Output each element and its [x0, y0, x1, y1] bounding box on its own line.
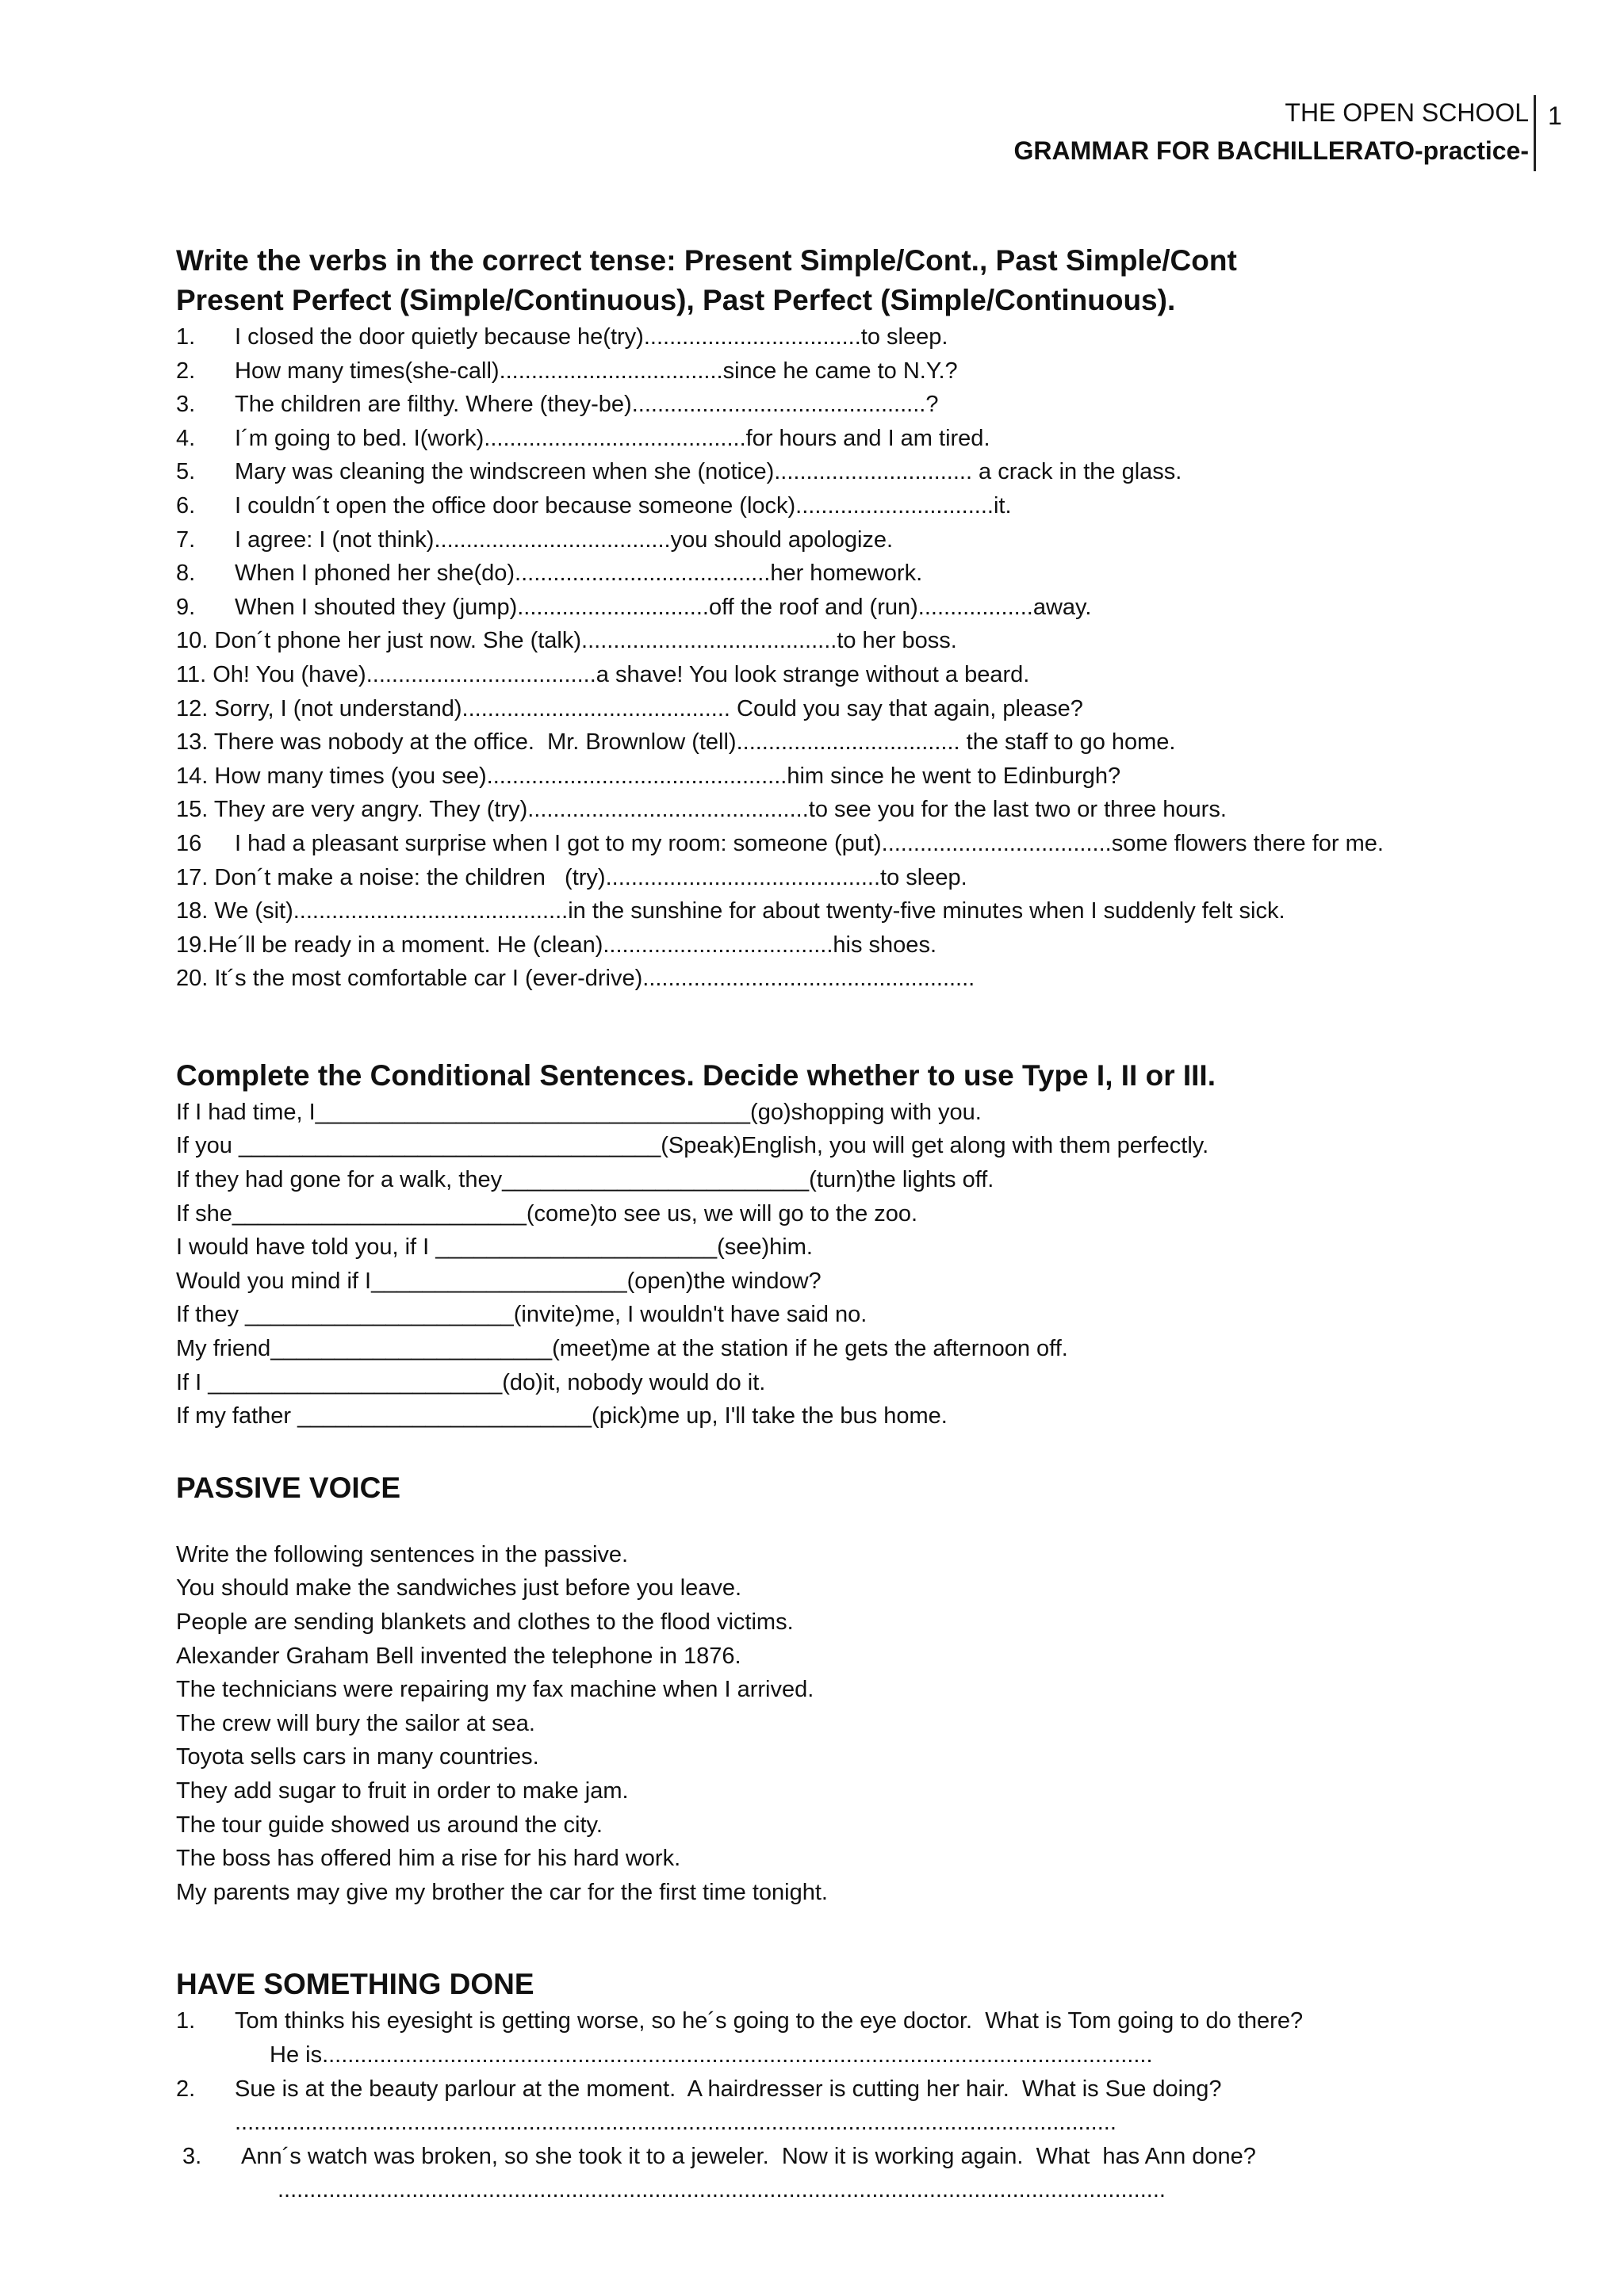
item-number: 5.	[176, 459, 196, 485]
item-text: I had a pleasant surprise when I got to my room: someone (put)....................................some flowers there for me.	[235, 830, 1384, 856]
list-item: 3. Ann´s watch was broken, so she took it to a jeweler. Now it is working again. What has Ann done?	[182, 2143, 1256, 2169]
list-item: They add sugar to fruit in order to make jam.	[176, 1777, 629, 1804]
item-number: 2.	[176, 358, 196, 384]
item-text: He´ll be ready in a moment. He (clean)....................................his shoes.	[208, 932, 936, 958]
page-number: 1	[1548, 101, 1562, 130]
list-item	[176, 523, 1540, 557]
item-number: 15.	[176, 797, 209, 823]
item-number: 3.	[176, 392, 196, 418]
section-title: Complete the Conditional Sentences. Decide whether to use Type I, II or III.	[176, 1058, 1216, 1092]
conditional-section	[176, 1056, 1540, 1433]
list-item: If my father _______________________(pick)me up, I'll take the bus home.	[176, 1403, 948, 1429]
item-text: They are very angry. They (try)............................................to see you for the last two or three hours.	[213, 797, 1227, 823]
list-item: The crew will bury the sailor at sea.	[176, 1710, 535, 1736]
item-text: It´s the most comfortable car I (ever-drive)....................................................	[214, 966, 975, 992]
item-text: We (sit)...........................................in the sunshine for about twenty-five minutes when I suddenly felt sick.	[214, 898, 1285, 924]
list-item	[176, 894, 1540, 928]
item-text: I´m going to bed. I(work).........................................for hours and I am tired.	[235, 425, 990, 451]
item-number: 1.	[176, 324, 196, 350]
item-text: Don´t phone her just now. She (talk)........................................to her boss.	[214, 628, 957, 654]
list-item	[176, 760, 1540, 794]
item-number: 8.	[176, 561, 196, 587]
exercise-list	[176, 1571, 1540, 1909]
list-item: Would you mind if I____________________(open)the window?	[176, 1268, 822, 1294]
list-item: 2. Sue is at the beauty parlour at the moment. A hairdresser is cutting her hair. What is Sue doing?	[176, 2076, 1222, 2102]
item-number: 18.	[176, 898, 209, 924]
list-item	[176, 624, 1540, 658]
item-number: 6.	[176, 492, 196, 519]
item-number: 16	[176, 830, 202, 856]
list-item	[176, 827, 1540, 861]
list-item: 1. Tom thinks his eyesight is getting worse, so he´s going to the eye doctor. What is Tom going to do there?	[176, 2008, 1304, 2034]
item-number: 19.	[176, 932, 209, 958]
item-number: 13.	[176, 729, 209, 756]
list-item: If you _________________________________(Speak)English, you will get along with them perfectly.	[176, 1133, 1209, 1159]
item-text: When I phoned her she(do)........................................her homework.	[235, 561, 923, 587]
item-text: Sorry, I (not understand).......................................... Could you say that again, please?	[214, 695, 1083, 721]
list-item: My parents may give my brother the car for the first time tonight.	[176, 1879, 828, 1905]
worksheet-content	[176, 241, 1540, 2207]
item-text: When I shouted they (jump)..............................off the roof and (run)..................away.	[235, 594, 1092, 620]
list-item: People are sending blankets and clothes to the flood victims.	[176, 1609, 794, 1635]
answer-line: ...........................................................................................................................................	[278, 2177, 1166, 2203]
section-title: HAVE SOMETHING DONE	[176, 1968, 534, 2001]
list-item	[176, 354, 1540, 388]
list-item: Alexander Graham Bell invented the telephone in 1876.	[176, 1643, 741, 1669]
item-text: Mary was cleaning the windscreen when she (notice)............................... a crack in the glass.	[235, 459, 1182, 485]
list-item: If I _______________________(do)it, nobody would do it.	[176, 1369, 766, 1395]
item-text: How many times (you see)...............................................him since he went to Edinburgh?	[214, 763, 1121, 789]
list-item	[176, 557, 1540, 591]
item-number: 11.	[176, 661, 207, 687]
list-item	[176, 422, 1540, 456]
list-item: I would have told you, if I ______________________(see)him.	[176, 1234, 813, 1261]
list-item: The tour guide showed us around the city.	[176, 1812, 603, 1838]
item-number: 9.	[176, 594, 196, 620]
answer-line: ..........................................................................................................................................	[235, 2110, 1116, 2136]
list-item	[176, 928, 1540, 962]
list-item	[176, 725, 1540, 760]
item-number: 4.	[176, 425, 196, 451]
item-text: Don´t make a noise: the children (try)...........................................to sleep.	[214, 864, 967, 890]
item-number: 10.	[176, 628, 209, 654]
list-item: If she_______________________(come)to see us, we will go to the zoo.	[176, 1200, 918, 1226]
list-item: Toyota sells cars in many countries.	[176, 1744, 539, 1770]
list-item	[176, 489, 1540, 523]
item-text: I agree: I (not think).....................................you should apologize.	[235, 526, 894, 553]
item-text: Oh! You (have)....................................a shave! You look strange without a beard.	[213, 661, 1030, 687]
passive-voice-section	[176, 1468, 1540, 1910]
list-item	[176, 793, 1540, 827]
verb-tense-section	[176, 241, 1540, 996]
list-item	[176, 861, 1540, 895]
item-number: 14.	[176, 763, 209, 789]
list-item	[176, 591, 1540, 625]
list-item: The technicians were repairing my fax machine when I arrived.	[176, 1677, 814, 1703]
exercise-list	[176, 1096, 1540, 1433]
item-number: 7.	[176, 526, 196, 553]
section-title: PASSIVE VOICE	[176, 1471, 401, 1504]
list-item: You should make the sandwiches just before you leave.	[176, 1575, 742, 1601]
answer-line: He is..................................................................................................................................	[270, 2042, 1153, 2068]
item-number: 20.	[176, 966, 209, 992]
list-item	[176, 692, 1540, 726]
course-title: GRAMMAR FOR BACHILLERATO-practice-	[1013, 136, 1529, 165]
item-number: 17.	[176, 864, 209, 890]
item-text: I couldn´t open the office door because someone (lock)...............................it.	[235, 492, 1012, 519]
list-item	[176, 388, 1540, 422]
list-item	[176, 455, 1540, 489]
list-item: My friend______________________(meet)me at the station if he gets the afternoon off.	[176, 1336, 1068, 1362]
list-item	[176, 658, 1540, 692]
header-divider	[1534, 95, 1536, 171]
list-item: If they had gone for a walk, they________________________(turn)the lights off.	[176, 1167, 994, 1193]
instruction-text: Write the following sentences in the passive.	[176, 1541, 629, 1567]
page-header	[1014, 94, 1529, 170]
item-number: 12.	[176, 695, 209, 721]
item-text: There was nobody at the office. Mr. Brownlow (tell)................................... the staff to go home.	[213, 729, 1176, 756]
list-item: If they _____________________(invite)me, I wouldn't have said no.	[176, 1302, 868, 1328]
school-name: THE OPEN SCHOOL	[1285, 98, 1529, 127]
item-text: How many times(she-call)...................................since he came to N.Y.?	[235, 358, 958, 384]
list-item	[176, 962, 1540, 996]
exercise-list	[176, 320, 1540, 996]
have-something-done-section	[176, 1965, 1540, 2207]
list-item: The boss has offered him a rise for his hard work.	[176, 1846, 681, 1872]
list-item	[176, 320, 1540, 354]
list-item: If I had time, I__________________________________(go)shopping with you.	[176, 1099, 982, 1125]
item-text: I closed the door quietly because he(try)..................................to sleep.	[235, 324, 948, 350]
section-title: Write the verbs in the correct tense: Present Simple/Cont., Past Simple/Cont Present Perfect (Simple/Continuous), Past Perfect (Simple/Continuous).	[176, 244, 1237, 316]
item-text: The children are filthy. Where (they-be)..............................................?	[235, 392, 939, 418]
